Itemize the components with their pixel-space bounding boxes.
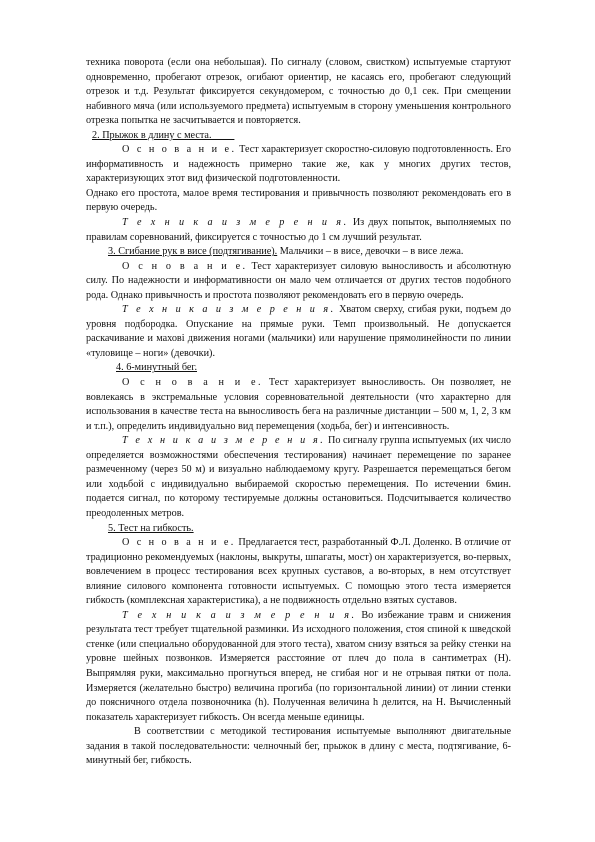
label-technique: Т е х н и к а и з м е р е н и я. — [122, 217, 349, 229]
paragraph-text: По сигналу группа испытуемых (их число определяется возможностями обеспечения тестирования) начинает перемещение по заранее размеченному (через 50 м) и визуально наблюдаемому кругу. Разрешается перемещаться бегом или ходьбой с индивидуально выбираемой скоростью перемещения. По истечении 6мин. подается сигнал, по которому тестируемые должны остановиться. Подсчитывается количество преодоленных метров. — [86, 435, 511, 519]
paragraph-text: Тест характеризует выносливость. Он позволяет, не вовлекаясь в экстремальные условия соревновательной деятельности (что характерно для использования в качестве теста на выносливость бега на различные дистанции – 500 м, 1, 2, 3 км и т.п.), определить индивидуально вид перемещения (ходьба, бег) и интенсивность. — [86, 377, 511, 432]
label-technique: Т е х н и к а и з м е р е н и я. — [122, 609, 357, 621]
label-technique: Т е х н и к а и з м е р е н и я. — [122, 304, 336, 316]
paragraph-test-sequence: В соответствии с методикой тестирования испытуемые выполняют двигательные задания в такой последовательности: челночный бег, прыжок в длину с места, подтягивание, 6-минутный бег, гибкость. — [86, 726, 511, 767]
paragraph-text: Во избежание травм и снижения результата тест требует тщательной разминки. Из исходного положения, стоя спиной к шведской стенке (или специально оборудованной для этого теста), хватом снизу взяться за рейку стенки на уровне шейных позвонков. Измеряется расстояние от плеч до пола в сантиметрах (Н). Выпрямляя руки, максимально прогнуться вперед, не сгибая ног и не отрывая пятки от пола. Измеряется (желательно быстро) величина прогиба (по горизонтальной линии) от линии стенки до поясничного отдела позвоночника (h). Полученная величина h делится, на Н. Вычисленный показатель характеризует гибкость. Он всегда меньше единицы. — [86, 609, 511, 723]
paragraph-text: Из двух попыток, выполняемых по правилам соревнований, фиксируется с точностью до 1 см лучший результат. — [86, 217, 511, 243]
heading-pull-ups — [86, 245, 511, 260]
label-technique: Т е х н и к а и з м е р е н и я. — [122, 435, 326, 447]
document-page — [86, 56, 511, 769]
heading-flexibility-test: 5. Тест на гибкость. — [108, 522, 194, 534]
paragraph-run-technique — [86, 434, 511, 521]
paragraph-long-jump-basis — [86, 143, 511, 187]
label-basis: О с н о в а н и е. — [122, 144, 237, 156]
paragraph-run-basis — [86, 376, 511, 434]
heading-six-minute-run: 4. 6-минутный бег. — [116, 362, 198, 374]
paragraph-text: Предлагается тест, разработанный Ф.Л. Доленко. В отличие от традиционно рекомендуемых (наклоны, выкруты, шпагаты, мост) он характеризуется, во-первых, вовлечением в процесс тестирования всех крупных суставов, а во-вторых, в нем отсутствует влияние силового компонента готовности испытуемых. С помощью этого теста измеряется гибкость (комплексная характеристика), а не подвижность отдельно взятых суставов. — [86, 537, 511, 607]
paragraph-long-jump-technique — [86, 216, 511, 245]
heading-long-jump: 2. Прыжок в длину с места. — [92, 129, 235, 141]
paragraph-text: Хватом сверху, сгибая руки, подъем до уровня подбородка. Опускание на прямые руки. Темп произвольный. Не допускается раскачивание и махові движения ногами (мальчики) или нарушение прямолинейности по линии «туловище – ноги» (девочки). — [86, 304, 511, 359]
label-basis: О с н о в а н и е. — [122, 537, 236, 549]
paragraph-pull-ups-technique — [86, 303, 511, 361]
label-basis: О с н о в а н и е. — [122, 377, 263, 389]
paragraph-flexibility-basis — [86, 536, 511, 609]
heading-pull-ups-title: 3. Сгибание рук в висе (подтягивание). — [108, 246, 278, 258]
paragraph-shuttle-run-technique: техника поворота (если она небольшая). По сигналу (словом, свистком) испытуемые стартуют одновременно, пробегают отрезок, огибают ориентир, не касаясь его, пробегают следующий отрезок и т.д. Результат фиксируется секундомером, с точностью до 0,1 сек. При смещении набивного мяча (или используемого предмета) испытуемым в сторону уменьшения контрольного отрезка попытка не засчитывается и повторяется. — [86, 57, 511, 127]
paragraph-flexibility-technique — [86, 609, 511, 725]
paragraph-text: Тест характеризует скоростно-силовую подготовленность. Его информативность и надежность примерно такие же, как у многих других тестов, характеризующих этот вид физической подготовленности. — [86, 144, 511, 185]
heading-pull-ups-note: Мальчики – в висе, девочки – в висе лежа. — [277, 246, 464, 258]
label-basis: О с н о в а н и е. — [122, 260, 248, 272]
paragraph-text: Тест характеризует силовую выносливость и абсолютную силу. По надежности и информативности он мало чем отличается от других тестов подобного рода. Однако привычность и простота позволяют рекомендовать его в первую очередь. — [86, 260, 511, 301]
paragraph-long-jump-simplicity: Однако его простота, малое время тестирования и привычность позволяют рекомендовать его в первую очередь. — [86, 187, 511, 214]
paragraph-pull-ups-basis — [86, 260, 511, 304]
